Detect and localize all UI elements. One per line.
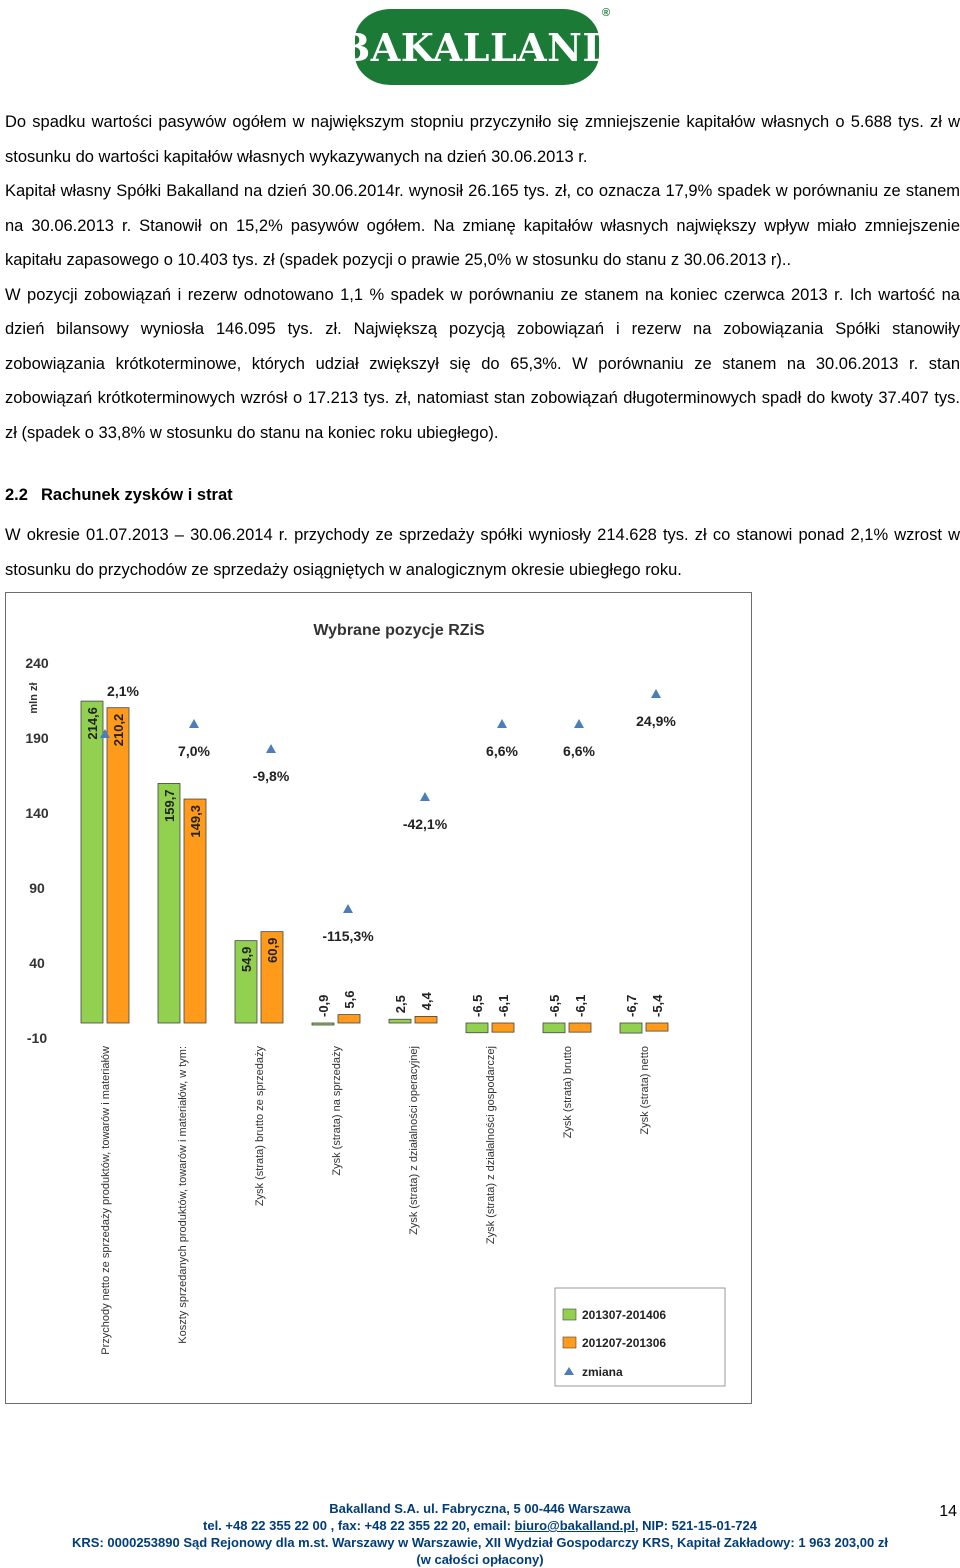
chart-canvas xyxy=(6,593,753,1405)
rzis-chart xyxy=(5,592,752,1404)
bar-value-label: -6,1 xyxy=(573,994,588,1017)
logo-text: BAKALLAND xyxy=(338,24,616,70)
change-marker xyxy=(189,719,199,728)
bar-current xyxy=(543,1023,565,1033)
bar-previous xyxy=(107,708,129,1023)
bar-value-label: 2,5 xyxy=(393,995,408,1014)
footer-nip: , NIP: 521-15-01-724 xyxy=(634,1518,757,1533)
change-marker xyxy=(266,744,276,753)
bar-value-label: 210,2 xyxy=(111,713,126,747)
page-footer xyxy=(0,1500,960,1568)
change-marker xyxy=(343,904,353,913)
y-tick-label: 140 xyxy=(25,805,49,821)
bar-current xyxy=(312,1023,334,1025)
footer-phone-fax: tel. +48 22 355 22 00 , fax: +48 22 355 22 20, email: xyxy=(203,1518,515,1533)
bar-value-label: -5,4 xyxy=(650,994,665,1017)
bar-previous xyxy=(569,1023,591,1032)
y-axis-label: mln zł xyxy=(28,682,40,714)
legend-label-current: 201307-201406 xyxy=(582,1308,667,1322)
section-text-block xyxy=(5,518,960,587)
category-label: Przychody netto ze sprzedaży produktów, towarów i materiałów xyxy=(100,1046,112,1355)
change-label: 24,9% xyxy=(636,713,676,729)
section-number: 2.2 xyxy=(5,486,28,504)
change-label: -9,8% xyxy=(252,768,290,784)
bar-value-label: 159,7 xyxy=(162,789,177,822)
legend-swatch-current xyxy=(563,1309,576,1320)
y-tick-label: 240 xyxy=(25,655,49,671)
change-label: 6,6% xyxy=(486,743,518,759)
category-label: Zysk (strata) z działalności gospodarczej xyxy=(485,1046,497,1245)
bar-value-label: -6,5 xyxy=(547,994,562,1017)
bakalland-logo xyxy=(338,5,616,87)
bar-current xyxy=(466,1023,488,1033)
change-marker xyxy=(497,719,507,728)
y-tick-label: 40 xyxy=(29,955,45,971)
section-title: Rachunek zysków i strat xyxy=(41,486,233,504)
bar-value-label: -0,9 xyxy=(316,994,331,1017)
legend-label-previous: 201207-201306 xyxy=(582,1336,667,1350)
bar-value-label: -6,1 xyxy=(496,994,511,1017)
bar-previous xyxy=(415,1016,437,1023)
registered-mark: ® xyxy=(602,7,611,19)
bar-value-label: 214,6 xyxy=(85,707,100,740)
paragraph-kapital-wlasny: Kapitał własny Spółki Bakalland na dzień 30.06.2014r. wynosił 26.165 tys. zł, co oznacza 17,9% spadek w porównaniu ze stanem na 30.06.2013 r. Stanowił on 15,2% pasywów ogółem. Na zmianę kapitałów własnych największy wpływ miało zmniejszenie kapitału zapasowego o 10.403 tys. zł (spadek pozycji o prawie 25,0% w stosunku do stanu z 30.06.2013 r).. xyxy=(5,182,960,269)
change-label: -42,1% xyxy=(402,816,448,832)
section-heading xyxy=(5,486,233,505)
footer-paid: (w całości opłacony) xyxy=(416,1552,544,1567)
change-label: 7,0% xyxy=(178,743,210,759)
category-label: Koszty sprzedanych produktów, towarów i materiałów, w tym: xyxy=(177,1046,189,1344)
chart-title: Wybrane pozycje RZiS xyxy=(313,622,485,639)
legend-swatch-previous xyxy=(563,1337,576,1348)
category-label: Zysk (strata) brutto ze sprzedaży xyxy=(254,1046,266,1207)
footer-krs: KRS: 0000253890 Sąd Rejonowy dla m.st. Warszawy w Warszawie, XII Wydział Gospodarczy KRS, Kapitał Zakładowy: 1 963 203,00 zł xyxy=(72,1535,888,1550)
bar-current xyxy=(620,1023,642,1033)
footer-email-link[interactable]: biuro@bakalland.pl xyxy=(514,1518,635,1533)
top-text-block xyxy=(5,105,960,450)
footer-address: Bakalland S.A. ul. Fabryczna, 5 00-446 Warszawa xyxy=(329,1501,631,1516)
y-tick-label: 190 xyxy=(25,730,49,746)
change-marker xyxy=(420,792,430,801)
change-label: -115,3% xyxy=(322,928,374,944)
paragraph-pasywa: Do spadku wartości pasywów ogółem w największym stopniu przyczyniło się zmniejszenie kapitałów własnych o 5.688 tys. zł w stosunku do wartości kapitałów własnych wykazywanych na dzień 30.06.2013 r. xyxy=(5,113,960,166)
change-label: 2,1% xyxy=(107,683,139,699)
page-number: 14 xyxy=(939,1503,957,1520)
category-label: Zysk (strata) z działalności operacyjnej xyxy=(408,1046,420,1235)
category-label: Zysk (strata) netto xyxy=(639,1046,651,1135)
bar-previous xyxy=(646,1023,668,1031)
paragraph-przychody: W okresie 01.07.2013 – 30.06.2014 r. przychody ze sprzedaży spółki wyniosły 214.628 tys. zł co stanowi ponad 2,1% wzrost w stosunku do przychodów ze sprzedaży osiągniętych w analogicznym okresie ubiegłego roku. xyxy=(5,526,960,579)
footer-contact xyxy=(0,1517,960,1534)
logo-badge xyxy=(338,9,616,85)
bar-value-label: -6,7 xyxy=(624,994,639,1017)
legend-label-change: zmiana xyxy=(582,1365,623,1379)
paragraph-zobowiazania: W pozycji zobowiązań i rezerw odnotowano 1,1 % spadek w porównaniu ze stanem na koniec czerwca 2013 r. Ich wartość na dzień bilansowy wyniosła 146.095 tys. zł. Największą pozycją zobowiązań i rezerw na zobowiązania Spółki stanowiły zobowiązania krótkoterminowe, których udział zwiększył się do 65,3%. W porównaniu ze stanem na 30.06.2013 r. stan zobowiązań krótkoterminowych wzrósł o 17.213 tys. zł, natomiast stan zobowiązań długoterminowych spadł do kwoty 37.407 tys. zł (spadek o 33,8% w stosunku do stanu na koniec roku ubiegłego). xyxy=(5,285,960,442)
bar-value-label: -6,5 xyxy=(470,994,485,1017)
category-label: Zysk (strata) brutto xyxy=(562,1046,574,1139)
bar-previous xyxy=(338,1015,360,1023)
bar-value-label: 5,6 xyxy=(342,990,357,1009)
category-label: Zysk (strata) na sprzedaży xyxy=(331,1046,343,1176)
change-marker xyxy=(651,689,661,698)
bar-value-label: 54,9 xyxy=(239,946,254,972)
bar-value-label: 4,4 xyxy=(419,992,434,1011)
y-tick-label: -10 xyxy=(26,1030,48,1046)
bar-value-label: 60,9 xyxy=(265,937,280,963)
bar-current xyxy=(389,1019,411,1023)
bar-value-label: 149,3 xyxy=(188,805,203,838)
bar-previous xyxy=(492,1023,514,1032)
y-tick-label: 90 xyxy=(29,880,45,896)
bar-current xyxy=(81,701,103,1023)
change-label: 6,6% xyxy=(563,743,595,759)
change-marker xyxy=(574,719,584,728)
